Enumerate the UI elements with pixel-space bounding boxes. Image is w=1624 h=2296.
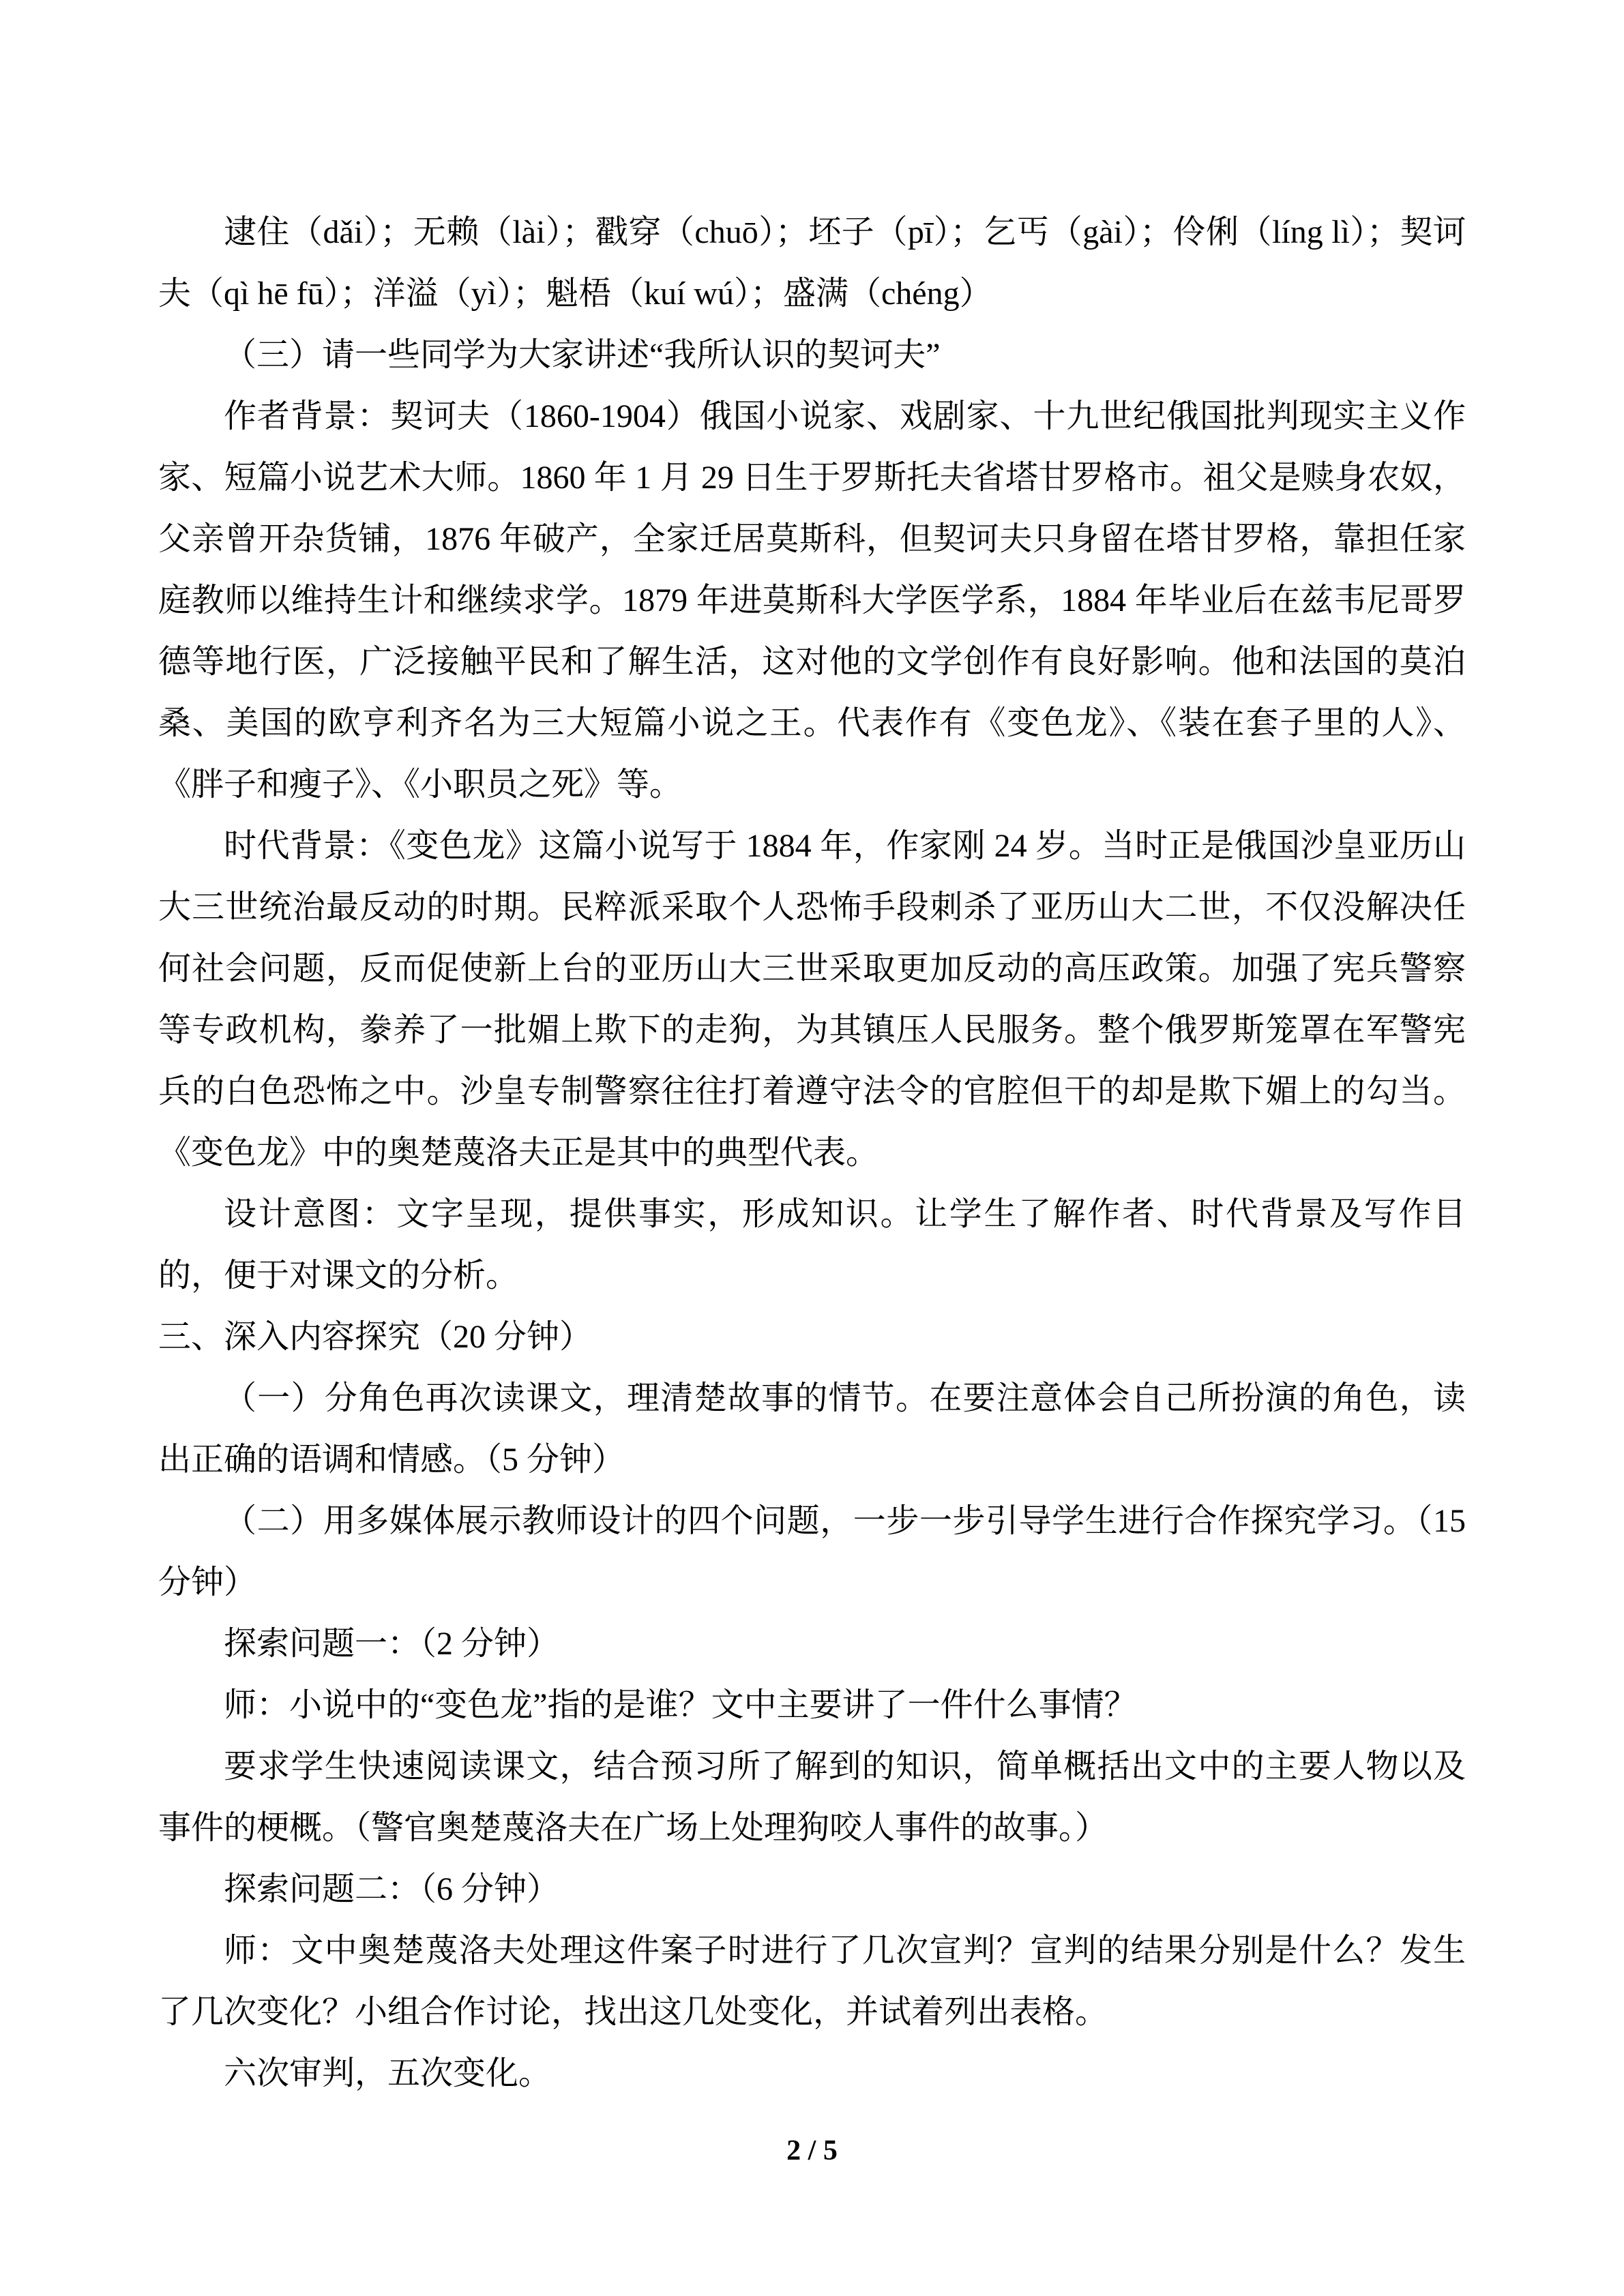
- page-number: 2 / 5: [786, 2135, 838, 2166]
- paragraph-activity-two: （二）用多媒体展示教师设计的四个问题，一步一步引导学生进行合作探究学习。（15 分钟）: [158, 1503, 1466, 1600]
- paragraph-era-background: 时代背景：《变色龙》这篇小说写于 1884 年，作家刚 24 岁。当时正是俄国沙皇亚历山大三世统治最反动的时期。民粹派采取个人恐怖手段刺杀了亚历山大二世，不仅没解决任何社会问题，反而促使新上台的亚历山大三世采取更加反动的高压政策。加强了宪兵警察等专政机构，豢养了一批媚上欺下的走狗，为其镇压人民服务。整个俄罗斯笼罩在军警宪兵的白色恐怖之中。沙皇专制警察往往打着遵守法令的官腔但干的却是欺下媚上的勾当。《变色龙》中的奥楚蔑洛夫正是其中的典型代表。: [158, 828, 1466, 1171]
- paragraph-section-3-intro: （三）请一些同学为大家讲述“我所认识的契诃夫”: [224, 337, 941, 373]
- paragraph-activity-one: （一）分角色再次读课文，理清楚故事的情节。在要注意体会自己所扮演的角色，读出正确的语调和情感。（5 分钟）: [158, 1380, 1466, 1478]
- paragraph-question-two-title: 探索问题二：（6 分钟）: [224, 1871, 560, 1907]
- paragraph-question-one-requirement: 要求学生快速阅读课文，结合预习所了解到的知识，简单概括出文中的主要人物以及事件的梗概。（警官奥楚蔑洛夫在广场上处理狗咬人事件的故事。）: [158, 1748, 1466, 1846]
- paragraph-design-intent: 设计意图：文字呈现，提供事实，形成知识。让学生了解作者、时代背景及写作目的，便于对课文的分析。: [158, 1196, 1466, 1294]
- paragraph-question-two-answer: 六次审判，五次变化。: [224, 2055, 552, 2091]
- paragraph-word-list: 逮住（dǎi）；无赖（lài）；戳穿（chuō）；坯子（pī）；乞丐（gài）；伶俐（líng lì）；契诃夫（qì hē fū）；洋溢（yì）；魁梧（kuí wú）；盛满（chéng）: [158, 214, 1466, 312]
- paragraph-question-one-title: 探索问题一：（2 分钟）: [224, 1626, 560, 1662]
- heading-section-three: 三、深入内容探究（20 分钟）: [158, 1319, 593, 1355]
- paragraph-question-two-teacher: 师：文中奥楚蔑洛夫处理这件案子时进行了几次宣判？宣判的结果分别是什么？发生了几次变化？小组合作讨论，找出这几处变化，并试着列出表格。: [158, 1933, 1466, 2030]
- document-body: [158, 202, 1466, 2104]
- paragraph-question-one-teacher: 师：小说中的“变色龙”指的是谁？文中主要讲了一件什么事情？: [224, 1687, 1137, 1723]
- paragraph-author-background: 作者背景：契诃夫（1860-1904）俄国小说家、戏剧家、十九世纪俄国批判现实主义作家、短篇小说艺术大师。1860 年 1 月 29 日生于罗斯托夫省塔甘罗格市。祖父是赎身农奴，父亲曾开杂货铺，1876 年破产，全家迁居莫斯科，但契诃夫只身留在塔甘罗格，靠担任家庭教师以维持生计和继续求学。1879 年进莫斯科大学医学系，1884 年毕业后在兹韦尼哥罗德等地行医，广泛接触平民和了解生活，这对他的文学创作有良好影响。他和法国的莫泊桑、美国的欧亨利齐名为三大短篇小说之王。代表作有《变色龙》、《装在套子里的人》、《胖子和瘦子》、《小职员之死》等。: [158, 398, 1466, 803]
